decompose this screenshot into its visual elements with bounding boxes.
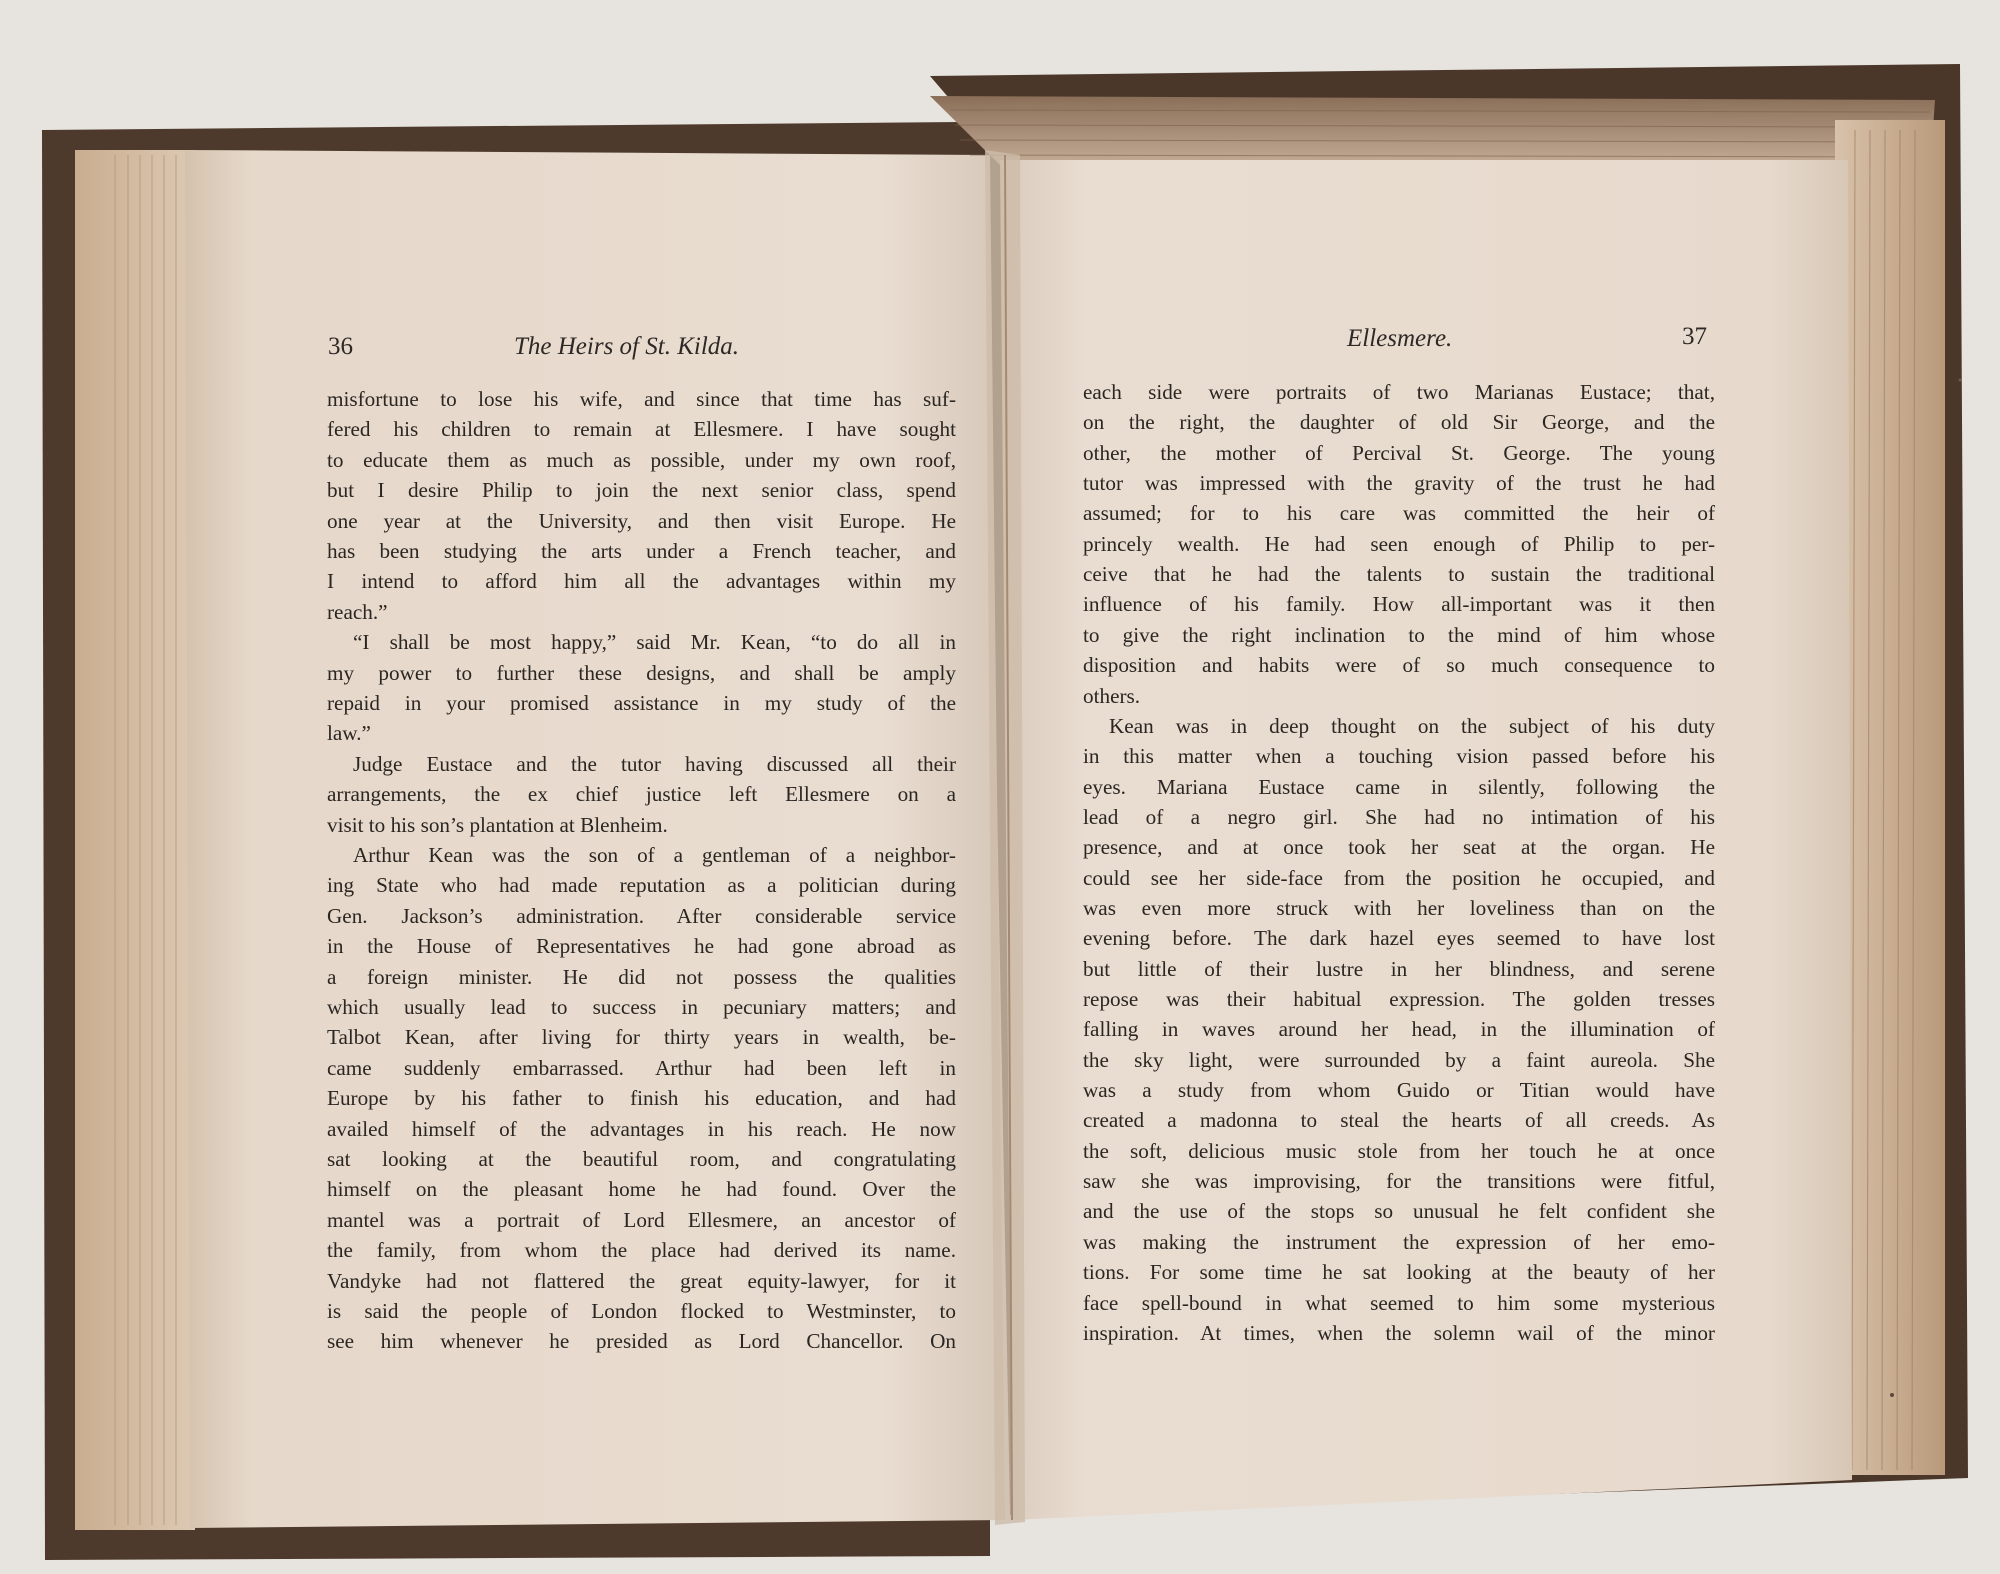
left-page-number: 36 bbox=[328, 333, 353, 360]
text-line: fered his children to remain at Ellesmere. I have sought bbox=[327, 417, 956, 442]
text-line: evening before. The dark hazel eyes seemed to have lost bbox=[1083, 926, 1715, 951]
text-line: Judge Eustace and the tutor having discussed all their bbox=[353, 751, 956, 776]
text-line: sat looking at the beautiful room, and congratulating bbox=[327, 1147, 956, 1171]
text-line: I intend to afford him all the advantages within my bbox=[327, 569, 956, 594]
text-line: came suddenly embarrassed. Arthur had been left in bbox=[327, 1055, 956, 1080]
text-line: saw she was improvising, for the transitions were fitful, bbox=[1083, 1169, 1715, 1194]
text-line: “I shall be most happy,” said Mr. Kean, “to do all in bbox=[353, 630, 956, 655]
text-line: visit to his son’s plantation at Blenheim. bbox=[327, 812, 668, 837]
text-line: disposition and habits were of so much consequence to bbox=[1083, 653, 1715, 678]
text-line: created a madonna to steal the hearts of all creeds. As bbox=[1083, 1108, 1715, 1133]
text-line: was a study from whom Guido or Titian would have bbox=[1083, 1078, 1715, 1103]
text-line: my power to further these designs, and shall be amply bbox=[327, 660, 956, 685]
text-line: in this matter when a touching vision passed before his bbox=[1083, 744, 1715, 769]
text-line: tutor was impressed with the gravity of the trust he had bbox=[1083, 471, 1715, 496]
text-line: the family, from whom the place had derived its name. bbox=[327, 1238, 956, 1263]
text-line: each side were portraits of two Marianas Eustace; that, bbox=[1083, 380, 1715, 404]
text-line: tions. For some time he sat looking at the beauty of her bbox=[1083, 1260, 1715, 1285]
text-line: which usually lead to success in pecuniary matters; and bbox=[327, 995, 956, 1019]
text-line: falling in waves around her head, in the illumination of bbox=[1083, 1017, 1715, 1042]
text-line: lead of a negro girl. She had no intimation of his bbox=[1083, 804, 1715, 829]
text-line: repose was their habitual expression. The golden tresses bbox=[1083, 987, 1715, 1011]
text-line: the soft, delicious music stole from her touch he at once bbox=[1083, 1138, 1715, 1163]
text-line: was making the instrument the expression of her emo- bbox=[1083, 1229, 1715, 1254]
text-line: Vandyke had not flattered the great equity-lawyer, for it bbox=[327, 1268, 956, 1293]
text-line: Talbot Kean, after living for thirty years in wealth, be- bbox=[327, 1025, 956, 1050]
text-line: Kean was in deep thought on the subject of his duty bbox=[1109, 713, 1715, 738]
text-line: availed himself of the advantages in his reach. He now bbox=[327, 1116, 956, 1141]
text-line: ceive that he had the talents to sustain the traditional bbox=[1083, 562, 1715, 587]
text-line: mantel was a portrait of Lord Ellesmere, an ancestor of bbox=[327, 1207, 956, 1232]
text-line: presence, and at once took her seat at the organ. He bbox=[1083, 835, 1715, 860]
text-line: others. bbox=[1083, 683, 1141, 708]
text-line: himself on the pleasant home he had found. Over the bbox=[327, 1177, 956, 1202]
text-line: but little of their lustre in her blindness, and serene bbox=[1083, 956, 1715, 981]
text-line: and the use of the stops so unusual he felt confident she bbox=[1083, 1199, 1715, 1224]
text-line: face spell-bound in what seemed to him some mysterious bbox=[1083, 1290, 1715, 1315]
text-line: but I desire Philip to join the next senior class, spend bbox=[327, 478, 956, 503]
text-line: Arthur Kean was the son of a gentleman of a neighbor- bbox=[353, 843, 956, 867]
text-line: influence of his family. How all-important was it then bbox=[1083, 592, 1715, 617]
text-line: ing State who had made reputation as a politician during bbox=[327, 873, 956, 898]
text-line: law.” bbox=[327, 721, 371, 746]
text-line: arrangements, the ex chief justice left Ellesmere on a bbox=[327, 782, 956, 807]
text-line: is said the people of London flocked to Westminster, to bbox=[327, 1299, 956, 1323]
text-line: reach.” bbox=[327, 599, 388, 624]
text-line: has been studying the arts under a French teacher, and bbox=[327, 539, 956, 563]
text-line: assumed; for to his care was committed the heir of bbox=[1083, 501, 1715, 526]
text-line: repaid in your promised assistance in my study of the bbox=[327, 691, 956, 715]
text-line: Gen. Jackson’s administration. After considerable service bbox=[327, 903, 956, 928]
text-line: one year at the University, and then visit Europe. He bbox=[327, 508, 956, 533]
text-line: other, the mother of Percival St. George. The young bbox=[1083, 440, 1715, 465]
text-line: to educate them as much as possible, under my own roof, bbox=[327, 447, 956, 472]
left-running-head: The Heirs of St. Kilda. bbox=[514, 333, 740, 360]
text-line: inspiration. At times, when the solemn wail of the minor bbox=[1083, 1320, 1715, 1345]
text-line: in the House of Representatives he had gone abroad as bbox=[327, 934, 956, 959]
text-line: could see her side-face from the position he occupied, and bbox=[1083, 865, 1715, 890]
right-page-number: 37 bbox=[1682, 323, 1707, 350]
text-line: misfortune to lose his wife, and since that time has suf- bbox=[327, 387, 956, 411]
text-line: see him whenever he presided as Lord Chancellor. On bbox=[327, 1329, 956, 1354]
text-line: a foreign minister. He did not possess the qualities bbox=[327, 964, 956, 989]
text-line: on the right, the daughter of old Sir George, and the bbox=[1083, 410, 1715, 435]
text-line: was even more struck with her loveliness than on the bbox=[1083, 895, 1715, 920]
text-line: Europe by his father to finish his education, and had bbox=[327, 1086, 956, 1111]
text-line: eyes. Mariana Eustace came in silently, following the bbox=[1083, 774, 1715, 799]
text-line: to give the right inclination to the mind of him whose bbox=[1083, 622, 1715, 647]
right-running-head: Ellesmere. bbox=[1347, 325, 1453, 352]
text-line: the sky light, were surrounded by a faint aureola. She bbox=[1083, 1047, 1715, 1072]
text-line: princely wealth. He had seen enough of Philip to per- bbox=[1083, 531, 1715, 556]
